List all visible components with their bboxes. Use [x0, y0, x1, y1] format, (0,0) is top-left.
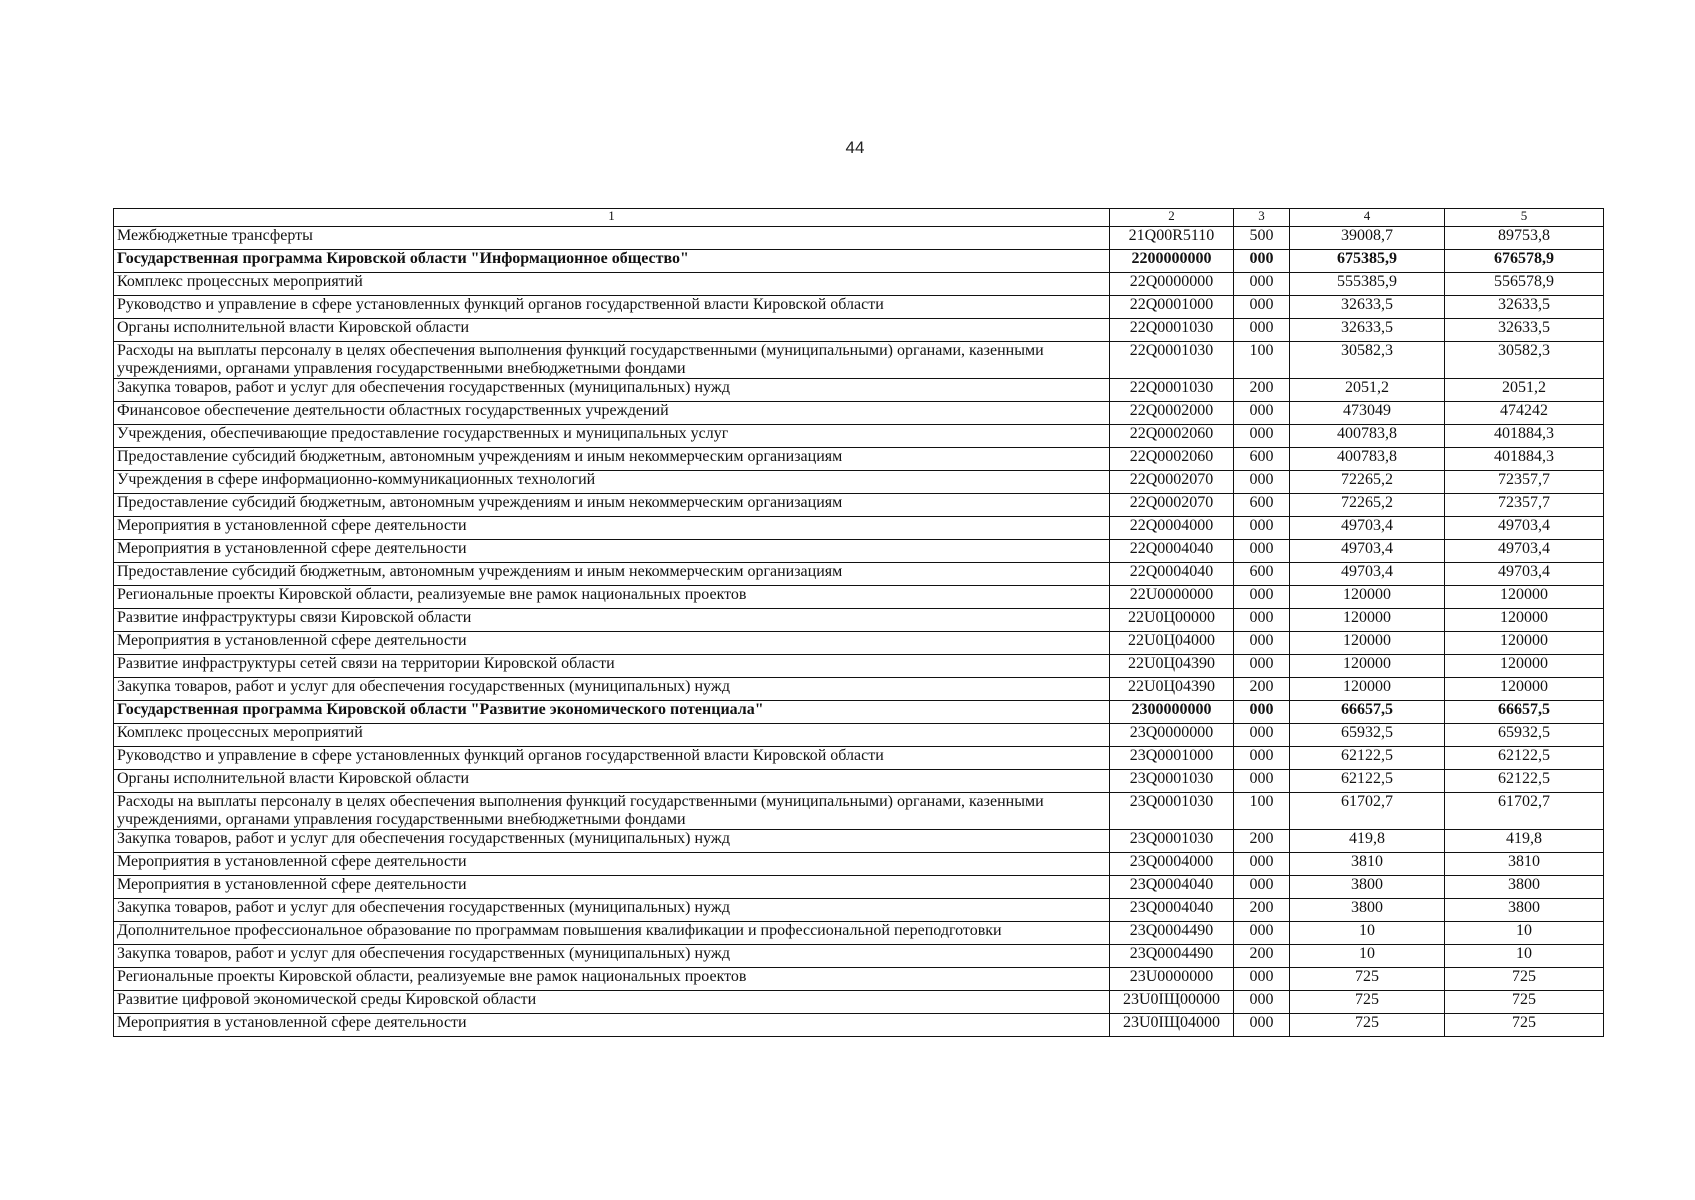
table-body: [114, 227, 1604, 1037]
table-row: [114, 967, 1604, 990]
row-code-cell: 21Q00R5110: [1110, 227, 1234, 250]
row-type-cell: 000: [1234, 654, 1290, 677]
row-amount-2-cell: 89753,8: [1445, 227, 1604, 250]
row-type-cell: 100: [1234, 342, 1290, 379]
row-code-cell: 23U0IЩ04000: [1110, 1013, 1234, 1036]
row-name-cell: Расходы на выплаты персоналу в целях обеспечения выполнения функций государственными (муниципальными) органами, казенными учреждениями, органами управления государственными внебюджетными фондами: [114, 342, 1110, 379]
row-name-cell: Комплекс процессных мероприятий: [114, 723, 1110, 746]
row-name-cell: Региональные проекты Кировской области, реализуемые вне рамок национальных проектов: [114, 967, 1110, 990]
table-row: [114, 424, 1604, 447]
row-name-cell: Руководство и управление в сфере установленных функций органов государственной власти Кировской области: [114, 296, 1110, 319]
table-row: [114, 378, 1604, 401]
table-row: [114, 631, 1604, 654]
row-amount-2-cell: 32633,5: [1445, 319, 1604, 342]
table-row: [114, 493, 1604, 516]
row-amount-2-cell: 725: [1445, 990, 1604, 1013]
row-amount-2-cell: 120000: [1445, 608, 1604, 631]
row-amount-1-cell: 49703,4: [1290, 539, 1445, 562]
row-amount-2-cell: 72357,7: [1445, 470, 1604, 493]
row-type-cell: 000: [1234, 273, 1290, 296]
table-row: [114, 990, 1604, 1013]
row-name-cell: Закупка товаров, работ и услуг для обеспечения государственных (муниципальных) нужд: [114, 898, 1110, 921]
table-row: [114, 1013, 1604, 1036]
row-code-cell: 22Q0004040: [1110, 539, 1234, 562]
row-name-cell: Государственная программа Кировской области "Информационное общество": [114, 250, 1110, 273]
header-row: [114, 209, 1604, 227]
row-amount-2-cell: 556578,9: [1445, 273, 1604, 296]
row-amount-2-cell: 65932,5: [1445, 723, 1604, 746]
row-amount-1-cell: 3800: [1290, 898, 1445, 921]
row-amount-1-cell: 66657,5: [1290, 700, 1445, 723]
row-amount-2-cell: 10: [1445, 944, 1604, 967]
row-name-cell: Финансовое обеспечение деятельности областных государственных учреждений: [114, 401, 1110, 424]
row-amount-1-cell: 32633,5: [1290, 296, 1445, 319]
row-amount-2-cell: 61702,7: [1445, 792, 1604, 829]
row-type-cell: 000: [1234, 296, 1290, 319]
table-row: [114, 875, 1604, 898]
row-name-cell: Мероприятия в установленной сфере деятельности: [114, 852, 1110, 875]
row-code-cell: 23Q0000000: [1110, 723, 1234, 746]
row-name-cell: Развитие цифровой экономической среды Кировской области: [114, 990, 1110, 1013]
row-amount-2-cell: 474242: [1445, 401, 1604, 424]
row-code-cell: 22Q0002070: [1110, 470, 1234, 493]
page-number: 44: [845, 138, 865, 157]
row-code-cell: 22Q0001030: [1110, 378, 1234, 401]
row-code-cell: 23Q0001030: [1110, 829, 1234, 852]
row-amount-2-cell: 120000: [1445, 631, 1604, 654]
row-name-cell: Мероприятия в установленной сфере деятельности: [114, 631, 1110, 654]
row-code-cell: 22U0Ц04390: [1110, 654, 1234, 677]
row-amount-1-cell: 400783,8: [1290, 447, 1445, 470]
table-row: [114, 585, 1604, 608]
row-amount-2-cell: 725: [1445, 1013, 1604, 1036]
table-row: [114, 273, 1604, 296]
table-row: [114, 944, 1604, 967]
row-code-cell: 22Q0004040: [1110, 562, 1234, 585]
row-amount-2-cell: 120000: [1445, 585, 1604, 608]
row-amount-1-cell: 65932,5: [1290, 723, 1445, 746]
row-type-cell: 000: [1234, 631, 1290, 654]
table-row: [114, 654, 1604, 677]
row-amount-1-cell: 400783,8: [1290, 424, 1445, 447]
row-amount-2-cell: 401884,3: [1445, 447, 1604, 470]
column-header-2: 2: [1110, 209, 1234, 227]
table-row: [114, 539, 1604, 562]
row-name-cell: Мероприятия в установленной сфере деятельности: [114, 516, 1110, 539]
row-amount-1-cell: 62122,5: [1290, 746, 1445, 769]
row-amount-2-cell: 3800: [1445, 875, 1604, 898]
row-amount-1-cell: 120000: [1290, 585, 1445, 608]
row-amount-1-cell: 49703,4: [1290, 562, 1445, 585]
row-type-cell: 000: [1234, 424, 1290, 447]
row-amount-2-cell: 419,8: [1445, 829, 1604, 852]
table-row: [114, 250, 1604, 273]
row-type-cell: 000: [1234, 319, 1290, 342]
row-code-cell: 23Q0004490: [1110, 944, 1234, 967]
row-name-cell: Руководство и управление в сфере установленных функций органов государственной власти Кировской области: [114, 746, 1110, 769]
row-name-cell: Закупка товаров, работ и услуг для обеспечения государственных (муниципальных) нужд: [114, 378, 1110, 401]
row-name-cell: Развитие инфраструктуры связи Кировской области: [114, 608, 1110, 631]
row-amount-1-cell: 61702,7: [1290, 792, 1445, 829]
row-type-cell: 600: [1234, 562, 1290, 585]
row-amount-1-cell: 3810: [1290, 852, 1445, 875]
row-name-cell: Мероприятия в установленной сфере деятельности: [114, 539, 1110, 562]
row-name-cell: Предоставление субсидий бюджетным, автономным учреждениям и иным некоммерческим организациям: [114, 447, 1110, 470]
row-type-cell: 000: [1234, 539, 1290, 562]
row-amount-1-cell: 675385,9: [1290, 250, 1445, 273]
table-row: [114, 746, 1604, 769]
row-amount-2-cell: 2051,2: [1445, 378, 1604, 401]
column-header-4: 4: [1290, 209, 1445, 227]
row-code-cell: 23Q0004040: [1110, 875, 1234, 898]
row-code-cell: 22Q0002000: [1110, 401, 1234, 424]
row-code-cell: 22U0Ц04390: [1110, 677, 1234, 700]
row-name-cell: Предоставление субсидий бюджетным, автономным учреждениям и иным некоммерческим организациям: [114, 493, 1110, 516]
row-type-cell: 500: [1234, 227, 1290, 250]
row-type-cell: 000: [1234, 608, 1290, 631]
row-code-cell: 22Q0000000: [1110, 273, 1234, 296]
table-row: [114, 792, 1604, 829]
row-name-cell: Расходы на выплаты персоналу в целях обеспечения выполнения функций государственными (муниципальными) органами, казенными учреждениями, органами управления государственными внебюджетными фондами: [114, 792, 1110, 829]
row-name-cell: Межбюджетные трансферты: [114, 227, 1110, 250]
row-amount-2-cell: 72357,7: [1445, 493, 1604, 516]
table-row: [114, 516, 1604, 539]
table-row: [114, 700, 1604, 723]
row-code-cell: 22Q0001030: [1110, 319, 1234, 342]
row-amount-1-cell: 62122,5: [1290, 769, 1445, 792]
row-code-cell: 22U0000000: [1110, 585, 1234, 608]
table-header: [114, 209, 1604, 227]
row-name-cell: Закупка товаров, работ и услуг для обеспечения государственных (муниципальных) нужд: [114, 944, 1110, 967]
row-type-cell: 000: [1234, 1013, 1290, 1036]
row-type-cell: 200: [1234, 944, 1290, 967]
row-name-cell: Дополнительное профессиональное образование по программам повышения квалификации и профессиональной переподготовки: [114, 921, 1110, 944]
row-amount-1-cell: 473049: [1290, 401, 1445, 424]
table-row: [114, 227, 1604, 250]
row-amount-2-cell: 62122,5: [1445, 769, 1604, 792]
column-header-3: 3: [1234, 209, 1290, 227]
row-amount-2-cell: 49703,4: [1445, 539, 1604, 562]
row-type-cell: 000: [1234, 470, 1290, 493]
budget-table: [113, 208, 1604, 1037]
table-row: [114, 470, 1604, 493]
table-row: [114, 723, 1604, 746]
row-amount-1-cell: 10: [1290, 921, 1445, 944]
row-code-cell: 22Q0002060: [1110, 424, 1234, 447]
row-amount-2-cell: 10: [1445, 921, 1604, 944]
table-row: [114, 829, 1604, 852]
row-code-cell: 23Q0004000: [1110, 852, 1234, 875]
table-row: [114, 677, 1604, 700]
row-name-cell: Мероприятия в установленной сфере деятельности: [114, 875, 1110, 898]
row-name-cell: Закупка товаров, работ и услуг для обеспечения государственных (муниципальных) нужд: [114, 677, 1110, 700]
row-amount-2-cell: 3800: [1445, 898, 1604, 921]
row-type-cell: 200: [1234, 829, 1290, 852]
row-amount-1-cell: 120000: [1290, 631, 1445, 654]
row-code-cell: 2200000000: [1110, 250, 1234, 273]
row-amount-2-cell: 676578,9: [1445, 250, 1604, 273]
row-name-cell: Учреждения, обеспечивающие предоставление государственных и муниципальных услуг: [114, 424, 1110, 447]
table-row: [114, 342, 1604, 379]
row-type-cell: 600: [1234, 493, 1290, 516]
row-type-cell: 000: [1234, 990, 1290, 1013]
row-name-cell: Учреждения в сфере информационно-коммуникационных технологий: [114, 470, 1110, 493]
row-amount-1-cell: 72265,2: [1290, 470, 1445, 493]
row-type-cell: 000: [1234, 250, 1290, 273]
table-row: [114, 447, 1604, 470]
table-row: [114, 319, 1604, 342]
table-row: [114, 921, 1604, 944]
row-amount-1-cell: 120000: [1290, 677, 1445, 700]
row-amount-2-cell: 49703,4: [1445, 562, 1604, 585]
row-code-cell: 2300000000: [1110, 700, 1234, 723]
row-amount-2-cell: 3810: [1445, 852, 1604, 875]
row-code-cell: 22Q0002070: [1110, 493, 1234, 516]
row-amount-1-cell: 72265,2: [1290, 493, 1445, 516]
row-name-cell: Закупка товаров, работ и услуг для обеспечения государственных (муниципальных) нужд: [114, 829, 1110, 852]
row-amount-2-cell: 49703,4: [1445, 516, 1604, 539]
row-type-cell: 200: [1234, 677, 1290, 700]
row-amount-1-cell: 39008,7: [1290, 227, 1445, 250]
row-code-cell: 22Q0004000: [1110, 516, 1234, 539]
row-code-cell: 22U0Ц04000: [1110, 631, 1234, 654]
row-amount-1-cell: 725: [1290, 1013, 1445, 1036]
row-type-cell: 000: [1234, 769, 1290, 792]
row-type-cell: 200: [1234, 898, 1290, 921]
row-amount-1-cell: 49703,4: [1290, 516, 1445, 539]
row-code-cell: 23U0IЩ00000: [1110, 990, 1234, 1013]
row-amount-2-cell: 32633,5: [1445, 296, 1604, 319]
row-amount-1-cell: 725: [1290, 990, 1445, 1013]
row-type-cell: 000: [1234, 967, 1290, 990]
table-row: [114, 608, 1604, 631]
row-amount-1-cell: 725: [1290, 967, 1445, 990]
row-name-cell: Развитие инфраструктуры сетей связи на территории Кировской области: [114, 654, 1110, 677]
row-code-cell: 23U0000000: [1110, 967, 1234, 990]
row-amount-1-cell: 120000: [1290, 654, 1445, 677]
table-row: [114, 296, 1604, 319]
row-amount-1-cell: 120000: [1290, 608, 1445, 631]
table-row: [114, 852, 1604, 875]
row-amount-1-cell: 419,8: [1290, 829, 1445, 852]
row-amount-1-cell: 555385,9: [1290, 273, 1445, 296]
row-type-cell: 000: [1234, 700, 1290, 723]
row-code-cell: 22Q0002060: [1110, 447, 1234, 470]
row-type-cell: 200: [1234, 378, 1290, 401]
row-code-cell: 23Q0004040: [1110, 898, 1234, 921]
column-header-1: 1: [114, 209, 1110, 227]
row-type-cell: 000: [1234, 921, 1290, 944]
row-name-cell: Государственная программа Кировской области "Развитие экономического потенциала": [114, 700, 1110, 723]
row-name-cell: Предоставление субсидий бюджетным, автономным учреждениям и иным некоммерческим организациям: [114, 562, 1110, 585]
row-amount-2-cell: 62122,5: [1445, 746, 1604, 769]
row-amount-1-cell: 2051,2: [1290, 378, 1445, 401]
row-amount-2-cell: 66657,5: [1445, 700, 1604, 723]
row-type-cell: 000: [1234, 516, 1290, 539]
row-type-cell: 000: [1234, 875, 1290, 898]
row-name-cell: Региональные проекты Кировской области, реализуемые вне рамок национальных проектов: [114, 585, 1110, 608]
row-name-cell: Органы исполнительной власти Кировской области: [114, 769, 1110, 792]
row-amount-1-cell: 32633,5: [1290, 319, 1445, 342]
row-type-cell: 100: [1234, 792, 1290, 829]
row-code-cell: 22Q0001000: [1110, 296, 1234, 319]
row-code-cell: 23Q0004490: [1110, 921, 1234, 944]
row-code-cell: 23Q0001000: [1110, 746, 1234, 769]
table-row: [114, 401, 1604, 424]
row-type-cell: 000: [1234, 401, 1290, 424]
row-name-cell: Мероприятия в установленной сфере деятельности: [114, 1013, 1110, 1036]
row-amount-2-cell: 725: [1445, 967, 1604, 990]
row-code-cell: 22U0Ц00000: [1110, 608, 1234, 631]
row-amount-2-cell: 401884,3: [1445, 424, 1604, 447]
table-row: [114, 769, 1604, 792]
row-amount-2-cell: 120000: [1445, 654, 1604, 677]
row-type-cell: 600: [1234, 447, 1290, 470]
table-row: [114, 898, 1604, 921]
row-amount-1-cell: 30582,3: [1290, 342, 1445, 379]
row-type-cell: 000: [1234, 585, 1290, 608]
table-row: [114, 562, 1604, 585]
row-name-cell: Комплекс процессных мероприятий: [114, 273, 1110, 296]
row-amount-2-cell: 30582,3: [1445, 342, 1604, 379]
row-code-cell: 23Q0001030: [1110, 792, 1234, 829]
row-type-cell: 000: [1234, 852, 1290, 875]
column-header-5: 5: [1445, 209, 1604, 227]
row-code-cell: 22Q0001030: [1110, 342, 1234, 379]
row-amount-2-cell: 120000: [1445, 677, 1604, 700]
row-amount-1-cell: 10: [1290, 944, 1445, 967]
row-type-cell: 000: [1234, 723, 1290, 746]
row-code-cell: 23Q0001030: [1110, 769, 1234, 792]
row-amount-1-cell: 3800: [1290, 875, 1445, 898]
row-type-cell: 000: [1234, 746, 1290, 769]
row-name-cell: Органы исполнительной власти Кировской области: [114, 319, 1110, 342]
